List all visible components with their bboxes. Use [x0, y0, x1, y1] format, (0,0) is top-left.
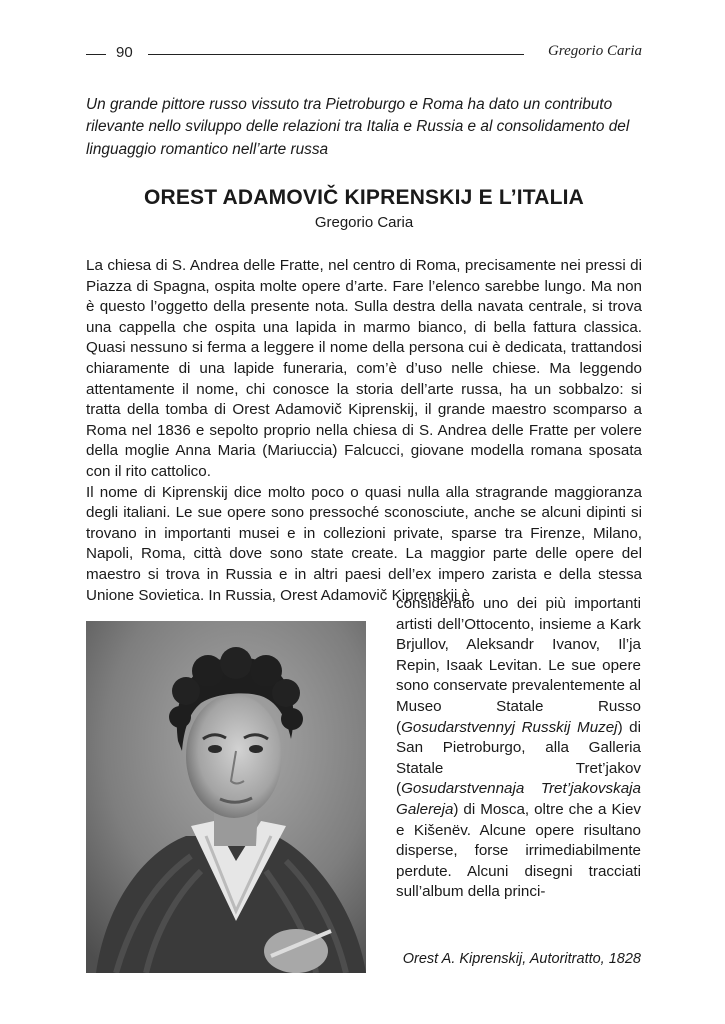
header-rule-left — [86, 54, 106, 55]
side-text-part: considerato uno dei più importanti artisti dell’Ottocento, insieme a Kark Brjullov, Aleksandr Ivanov, Il’ja Repin, Isaak Levitan. Le sue opere sono conservate prevalentemente al Museo Statale Russo ( — [396, 595, 641, 736]
self-portrait-image — [86, 621, 366, 973]
figure-caption: Orest A. Kiprenskij, Autoritratto, 1828 — [402, 951, 641, 967]
article-abstract: Un grande pittore russo vissuto tra Pietroburgo e Roma ha dato un contributo rilevante nello sviluppo delle relazioni tra Italia e Russia e al consolidamento del linguaggio romantico nell’arte russa — [86, 96, 630, 158]
gallery-name-italic: Gosudarstvennaja Tret’jakovskaja Galereja — [396, 780, 641, 818]
paragraph: La chiesa di S. Andrea delle Fratte, nel centro di Roma, precisamente nei pressi di Piazza di Spagna, ospita molte opere d’arte. Fare l’elenco sarebbe lungo. Ma non è questo l’oggetto della presente nota. Sulla destra della navata centrale, si trova una cappella che ospita una lapida in marmo bianco, di bella fattura classica. Quasi nessuno si ferma a leggere il nome della persona cui è dedicata, trattandosi chiaramente di una lapide funeraria, com’è d’uso nelle chiese. Ma leggendo attentamente il nome, chi conosce la storia dell’arte russa, ha un sobbalzo: si tratta della tomba di Orest Adamovič Kiprenskij, il grande maestro scomparso a Roma nel 1836 e sepolto proprio nella chiesa di S. Andrea delle Fratte per volere della moglie Anna Maria (Mariuccia) Falcucci, giovane modella romana sposata con il rito cattolico. — [86, 257, 642, 480]
running-title: Gregorio Caria — [547, 43, 642, 59]
museum-name-italic: Gosudarstvennyj Russkij Muzej — [401, 718, 618, 736]
side-column-text — [396, 594, 641, 903]
side-text-part: ) di Mosca, oltre che a Kiev e Kišenëv. Alcune opere risultano disperse, forse irrimediabilmente perdute. Alcuni disegni tracciati sull’album della princi- — [396, 800, 641, 901]
paragraph: Il nome di Kiprenskij dice molto poco o quasi nulla alla stragrande maggioranza degli italiani. Le sue opere sono pressoché sconosciute, anche se alcuni dipinti si trovano in importanti musei e in collezioni private, sparse tra Firenze, Milano, Napoli, Roma, città dove sono state create. La maggior parte delle opere del maestro si trova in Russia e in altri paesi dell’ex impero zarista e della stessa Unione Sovietica. In Russia, Orest Adamovič Kiprenskij è — [86, 483, 642, 604]
header-rule-right — [148, 54, 524, 55]
article-author: Gregorio Caria — [314, 214, 414, 231]
article-body — [86, 256, 642, 606]
article-title: OREST ADAMOVIČ KIPRENSKIJ E L’ITALIA — [143, 186, 585, 209]
page-number: 90 — [116, 44, 133, 61]
side-text-part: ) di San Pietroburgo, alla Galleria Statale Tret’jakov ( — [396, 718, 641, 798]
running-header — [86, 42, 642, 66]
